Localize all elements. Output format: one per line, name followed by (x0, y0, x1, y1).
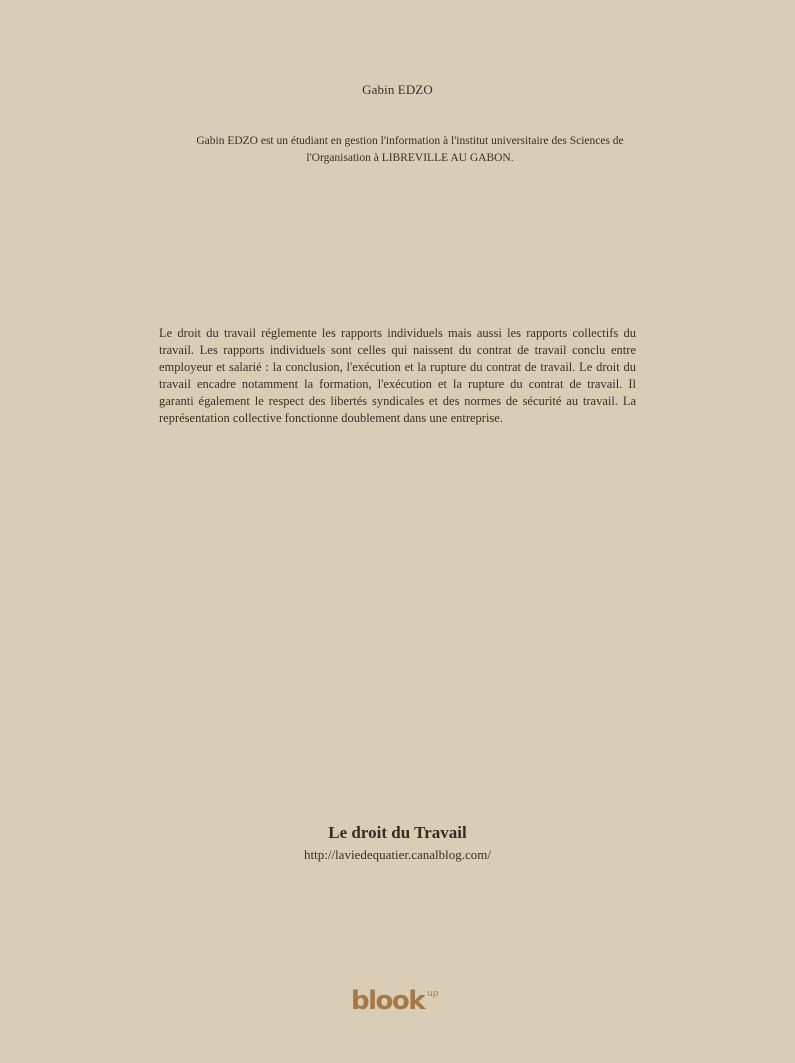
book-summary: Le droit du travail réglemente les rapports individuels mais aussi les rapports collectifs du travail. Les rapports individuels sont celles qui naissent du contrat de travail conclu entre employeur et salarié : la conclusion, l'exécution et la rupture du contrat de travail. Le droit du travail encadre notamment la formation, l'exécution et la rupture du contrat de travail. Il garanti également le respect des libertés syndicales et des normes de sécurité au travail. La représentation collective fonctionne doublement dans une entreprise. (159, 326, 636, 425)
logo-word: blook (351, 986, 425, 1016)
book-url: http://laviedequatier.canalblog.com/ (304, 847, 491, 862)
author-name: Gabin EDZO (362, 82, 433, 97)
author-bio: Gabin EDZO est un étudiant en gestion l'information à l'institut universitaire des Sciences de l'Organisation à LIBREVILLE AU GABON. (196, 135, 624, 164)
logo-superscript: up (427, 989, 439, 999)
blookup-logo (351, 986, 447, 1020)
book-title: Le droit du Travail (328, 823, 467, 842)
